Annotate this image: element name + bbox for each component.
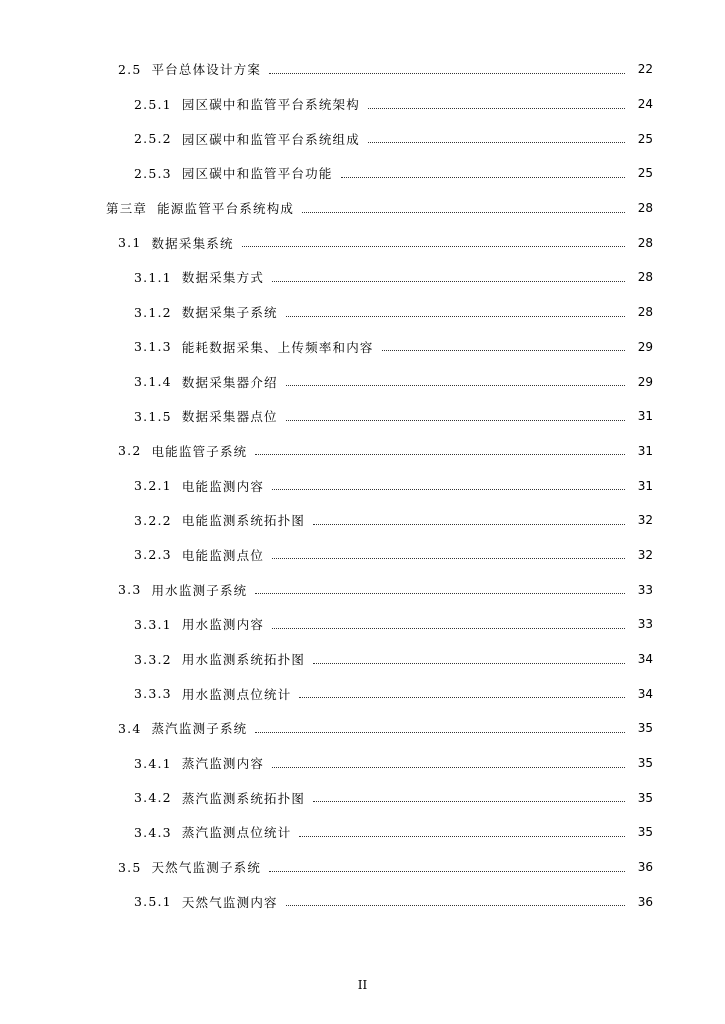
toc-entry-number: 3.1.3	[134, 339, 172, 355]
toc-entry-title: 电能监测点位	[181, 547, 265, 563]
dot-leader	[255, 732, 625, 733]
toc-entry-number: 3.5	[118, 859, 142, 875]
toc-entry-page: 28	[637, 235, 653, 250]
page-number: II	[357, 978, 368, 992]
dot-leader	[313, 524, 625, 525]
toc-entry[interactable]	[0, 399, 725, 434]
toc-entry-page: 28	[637, 270, 653, 285]
dot-leader	[313, 663, 625, 664]
dot-leader	[272, 628, 625, 629]
toc-entry[interactable]	[0, 538, 725, 573]
toc-entry[interactable]	[0, 121, 725, 156]
toc-entry-number: 2.5.1	[134, 96, 172, 112]
toc-entry-page: 35	[637, 721, 653, 736]
toc-entry[interactable]	[0, 885, 725, 920]
toc-entry-number: 2.5	[118, 61, 142, 77]
toc-entry-title: 蒸汽监测系统拓扑图	[181, 790, 306, 806]
toc-entry-page: 31	[637, 443, 653, 458]
toc-entry-number: 3.1.5	[134, 408, 172, 424]
toc-entry-number: 3.2	[118, 443, 142, 459]
toc-entry-title: 天然气监测子系统	[151, 860, 262, 876]
toc-entry-page: 34	[637, 686, 653, 701]
toc-entry-number: 3.1.4	[134, 374, 172, 390]
toc-entry-number: 3.2.2	[134, 512, 172, 528]
toc-entry-page: 35	[637, 825, 653, 840]
dot-leader	[272, 767, 625, 768]
toc-entry[interactable]	[0, 850, 725, 885]
toc-entry-number: 2.5.2	[134, 131, 172, 147]
toc-entry[interactable]	[0, 711, 725, 746]
toc-entry-title: 用水监测子系统	[151, 582, 248, 598]
toc-entry-title: 园区碳中和监管平台系统架构	[181, 97, 360, 113]
toc-entry-number: 3.3	[118, 582, 142, 598]
toc-entry[interactable]	[0, 746, 725, 781]
toc-entry-title: 园区碳中和监管平台功能	[181, 166, 333, 182]
toc-entry[interactable]	[0, 295, 725, 330]
toc-entry-number: 3.1	[118, 235, 142, 251]
toc-entry-title: 能源监管平台系统构成	[157, 201, 295, 217]
toc-entry-number: 3.1.1	[134, 269, 172, 285]
toc-entry-page: 34	[637, 652, 653, 667]
dot-leader	[269, 871, 625, 872]
toc-entry-page: 29	[637, 374, 653, 389]
toc-entry-page: 32	[637, 513, 653, 528]
dot-leader	[341, 177, 625, 178]
toc-entry-title: 数据采集子系统	[181, 305, 278, 321]
toc-entry-number: 3.2.3	[134, 547, 172, 563]
dot-leader	[368, 142, 625, 143]
toc-entry-number: 3.4.2	[134, 790, 172, 806]
table-of-contents	[0, 52, 725, 919]
dot-leader	[299, 836, 625, 837]
toc-entry-title: 电能监测内容	[181, 478, 265, 494]
toc-entry-title: 蒸汽监测点位统计	[181, 825, 292, 841]
toc-entry[interactable]	[0, 434, 725, 469]
toc-entry-page: 33	[637, 582, 653, 597]
toc-entry-title: 数据采集方式	[181, 270, 265, 286]
toc-entry-page: 31	[637, 409, 653, 424]
toc-entry-page: 35	[637, 790, 653, 805]
toc-entry-title: 电能监管子系统	[151, 443, 248, 459]
toc-entry-page: 35	[637, 756, 653, 771]
toc-entry-page: 31	[637, 478, 653, 493]
toc-entry-page: 36	[637, 860, 653, 875]
toc-entry-number: 3.3.1	[134, 616, 172, 632]
toc-entry-page: 29	[637, 339, 653, 354]
toc-entry[interactable]	[0, 468, 725, 503]
toc-entry-number: 3.4.1	[134, 755, 172, 771]
toc-entry[interactable]	[0, 260, 725, 295]
toc-entry-title: 用水监测系统拓扑图	[181, 652, 306, 668]
toc-entry-title: 能耗数据采集、上传频率和内容	[181, 339, 374, 355]
toc-entry-title: 蒸汽监测子系统	[151, 721, 248, 737]
toc-entry-number: 3.1.2	[134, 304, 172, 320]
toc-entry-page: 33	[637, 617, 653, 632]
toc-entry[interactable]	[0, 156, 725, 191]
toc-entry[interactable]	[0, 676, 725, 711]
dot-leader	[302, 212, 625, 213]
dot-leader	[286, 316, 625, 317]
toc-entry[interactable]	[0, 191, 725, 226]
toc-entry[interactable]	[0, 503, 725, 538]
dot-leader	[242, 246, 625, 247]
toc-entry-page: 32	[637, 547, 653, 562]
toc-entry[interactable]	[0, 780, 725, 815]
toc-entry-page: 25	[637, 166, 653, 181]
toc-entry[interactable]	[0, 607, 725, 642]
dot-leader	[382, 350, 625, 351]
dot-leader	[286, 905, 625, 906]
toc-entry-title: 用水监测点位统计	[181, 686, 292, 702]
toc-entry[interactable]	[0, 572, 725, 607]
toc-entry-number: 2.5.3	[134, 165, 172, 181]
toc-entry[interactable]	[0, 815, 725, 850]
toc-entry-title: 蒸汽监测内容	[181, 756, 265, 772]
toc-entry[interactable]	[0, 52, 725, 87]
toc-entry-page: 28	[637, 201, 653, 216]
toc-entry-number: 3.5.1	[134, 894, 172, 910]
toc-entry-page: 25	[637, 131, 653, 146]
toc-entry-number: 3.3.3	[134, 686, 172, 702]
dot-leader	[272, 489, 625, 490]
toc-entry[interactable]	[0, 364, 725, 399]
toc-entry[interactable]	[0, 330, 725, 365]
dot-leader	[269, 73, 625, 74]
toc-entry-title: 用水监测内容	[181, 617, 265, 633]
toc-entry-title: 天然气监测内容	[181, 894, 278, 910]
dot-leader	[286, 385, 625, 386]
toc-entry-title: 电能监测系统拓扑图	[181, 513, 306, 529]
toc-entry-number: 第三章	[106, 201, 148, 217]
toc-entry[interactable]	[0, 87, 725, 122]
dot-leader	[255, 454, 625, 455]
toc-entry-title: 园区碳中和监管平台系统组成	[181, 131, 360, 147]
toc-entry-page: 24	[637, 97, 653, 112]
dot-leader	[272, 558, 625, 559]
toc-entry-number: 3.2.1	[134, 478, 172, 494]
toc-entry[interactable]	[0, 225, 725, 260]
toc-entry-number: 3.4	[118, 720, 142, 736]
toc-entry-page: 36	[637, 894, 653, 909]
toc-entry-number: 3.4.3	[134, 824, 172, 840]
toc-entry-title: 平台总体设计方案	[151, 62, 262, 78]
toc-entry-number: 3.3.2	[134, 651, 172, 667]
toc-entry-page: 22	[637, 62, 653, 77]
dot-leader	[286, 420, 625, 421]
toc-entry[interactable]	[0, 642, 725, 677]
toc-entry-title: 数据采集器介绍	[181, 374, 278, 390]
toc-entry-page: 28	[637, 305, 653, 320]
dot-leader	[255, 593, 625, 594]
dot-leader	[313, 801, 625, 802]
toc-entry-title: 数据采集系统	[151, 235, 234, 251]
toc-entry-title: 数据采集器点位	[181, 409, 278, 425]
dot-leader	[299, 697, 625, 698]
dot-leader	[272, 281, 625, 282]
dot-leader	[368, 108, 625, 109]
